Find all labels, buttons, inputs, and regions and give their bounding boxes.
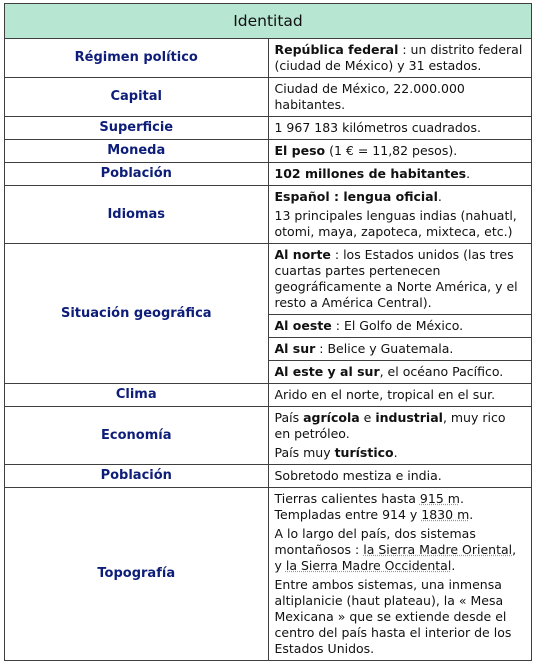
- row-label-topografia: Topografía: [5, 488, 269, 661]
- row-value-situacion-estesur: [268, 361, 532, 384]
- row-value-poblacion-2: Sobretodo mestiza e india.: [268, 465, 532, 488]
- economia-line-1: [275, 410, 526, 442]
- oeste-text: : El Golfo de México.: [331, 318, 464, 333]
- economia-t1: País: [274, 410, 304, 425]
- economia-b3: turístico: [334, 445, 394, 460]
- row-poblacion-1: [5, 163, 532, 186]
- topo-sierra-oriental: la Sierra Madre Oriental: [363, 542, 513, 557]
- row-label-regimen: Régimen político: [5, 39, 269, 78]
- topo-915m-link: 915 m: [419, 491, 460, 506]
- idiomas-line-2: 13 principales lenguas indias (nahuatl, otomi, maya, zapoteca, mixteca, etc.): [274, 208, 517, 239]
- economia-t3: , muy rico en petróleo.: [274, 410, 506, 441]
- row-value-idiomas: [268, 186, 532, 244]
- row-moneda: [5, 140, 532, 163]
- row-value-economia: [268, 407, 532, 465]
- row-value-topografia: [268, 488, 532, 661]
- row-value-poblacion-1: [268, 163, 532, 186]
- poblacion-bold: 102 millones de habitantes: [274, 166, 467, 181]
- row-value-capital: Ciudad de México, 22.000.000 habitantes.: [268, 78, 532, 117]
- row-value-situacion-oeste: [268, 315, 532, 338]
- row-idiomas: [5, 186, 532, 244]
- row-label-poblacion-2: Población: [5, 465, 269, 488]
- idiomas-text-1: .: [437, 189, 442, 204]
- row-poblacion-2: [5, 465, 532, 488]
- topo-p2b: , y: [274, 542, 517, 573]
- table-header-row: [5, 4, 532, 39]
- topo-sierra-occidental: la Sierra Madre Occidental: [285, 558, 452, 573]
- norte-bold: Al norte: [274, 247, 331, 262]
- idiomas-line-1: [275, 189, 526, 205]
- estesur-bold: Al este y al sur: [274, 364, 380, 379]
- row-label-economia: Economía: [5, 407, 269, 465]
- row-value-superficie: 1 967 183 kilómetros cuadrados.: [268, 117, 532, 140]
- topo-p1b: . Templadas entre 914 y: [274, 491, 464, 522]
- norte-text: : los Estados unidos (las tres cuartas partes pertenecen geográficamente a Norte América, y el resto a América Central).: [274, 247, 518, 310]
- row-superficie: [5, 117, 532, 140]
- identity-table-container: [4, 3, 532, 661]
- topo-p1c: .: [469, 507, 474, 522]
- moneda-bold: El peso: [274, 143, 326, 158]
- topo-p1a: Tierras calientes hasta: [274, 491, 420, 506]
- economia-b1: agrícola: [303, 410, 360, 425]
- oeste-bold: Al oeste: [274, 318, 332, 333]
- row-label-clima: Clima: [5, 384, 269, 407]
- sur-bold: Al sur: [274, 341, 316, 356]
- row-label-poblacion-1: Población: [5, 163, 269, 186]
- topografia-p1: [275, 491, 526, 523]
- row-clima: [5, 384, 532, 407]
- topografia-p3: Entre ambos sistemas, una inmensa altiplanicie (haut plateau), la « Mesa Mexicana » que se extiende desde el centro del país hasta el interior de los Estados Unidos.: [274, 577, 512, 656]
- row-label-situacion: Situación geográfica: [5, 244, 269, 384]
- topo-p2c: .: [451, 558, 456, 573]
- economia-t2: e: [359, 410, 376, 425]
- idiomas-bold: Español : lengua oficial: [274, 189, 438, 204]
- row-economia: [5, 407, 532, 465]
- identity-table: [4, 3, 532, 661]
- topo-1830m-link: 1830 m: [421, 507, 470, 522]
- economia-line-2: [275, 445, 526, 461]
- economia-t4: País muy: [274, 445, 335, 460]
- row-label-capital: Capital: [5, 78, 269, 117]
- economia-b2: industrial: [375, 410, 443, 425]
- row-value-situacion-sur: [268, 338, 532, 361]
- row-value-moneda: [268, 140, 532, 163]
- topo-p2a: A lo largo del país, dos sistemas montañosos :: [274, 526, 476, 557]
- regimen-bold: República federal: [274, 42, 399, 57]
- sur-text: : Belice y Guatemala.: [315, 341, 454, 356]
- moneda-text: (1 € = 11,82 pesos).: [325, 143, 458, 158]
- row-value-regimen: [268, 39, 532, 78]
- row-regimen: [5, 39, 532, 78]
- estesur-text: , el océano Pacífico.: [379, 364, 504, 379]
- table-title: Identitad: [5, 4, 532, 39]
- row-label-superficie: Superficie: [5, 117, 269, 140]
- economia-t5: .: [393, 445, 398, 460]
- row-situacion-norte: [5, 244, 532, 315]
- row-label-idiomas: Idiomas: [5, 186, 269, 244]
- regimen-text: : un distrito federal (ciudad de México) y 31 estados.: [274, 42, 523, 73]
- row-capital: [5, 78, 532, 117]
- row-label-moneda: Moneda: [5, 140, 269, 163]
- topografia-p2: [275, 526, 526, 574]
- poblacion-text: .: [466, 166, 471, 181]
- row-value-situacion-norte: [268, 244, 532, 315]
- row-topografia: [5, 488, 532, 661]
- row-value-clima: Arido en el norte, tropical en el sur.: [268, 384, 532, 407]
